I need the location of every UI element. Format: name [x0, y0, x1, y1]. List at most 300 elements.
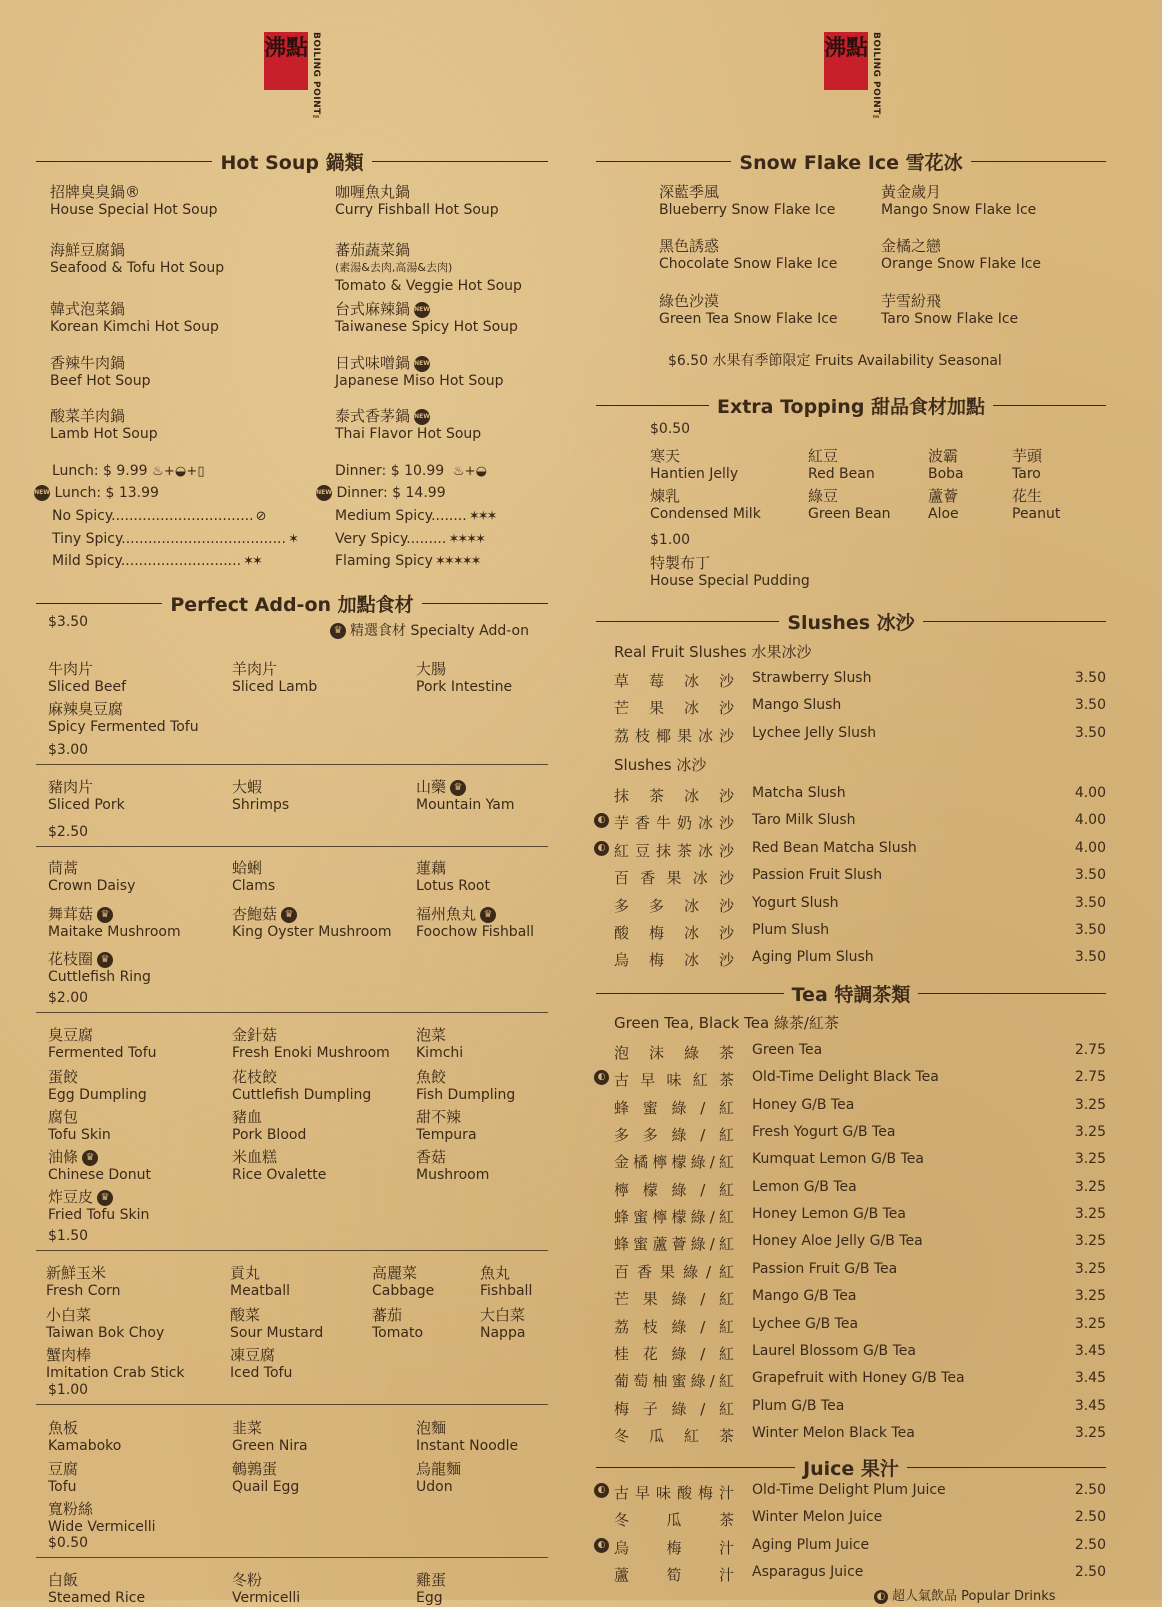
- tea-row: [596, 1343, 1106, 1370]
- slush-row: [596, 670, 1106, 697]
- addon-item-en: Cuttlefish Ring: [48, 969, 151, 985]
- juice-row-en: Old-Time Delight Plum Juice: [752, 1482, 946, 1498]
- crown-icon: ♛: [97, 907, 113, 923]
- addon-item-en: Kimchi: [416, 1045, 464, 1061]
- slush-row-price: 3.50: [1074, 949, 1106, 966]
- soup-item-en: Lamb Hot Soup: [50, 426, 158, 442]
- soup-item: [335, 354, 504, 390]
- tea-row-en: Old-Time Delight Black Tea: [752, 1069, 939, 1086]
- slush-row-price: 3.50: [1074, 894, 1106, 911]
- slush-row-price: 3.50: [1074, 697, 1106, 714]
- tea-row-price: 3.45: [1074, 1370, 1106, 1387]
- addon-item-zh: 炸豆皮 ♛: [48, 1188, 149, 1206]
- addon-item-en: Fishball: [480, 1283, 533, 1299]
- snow-title: Snow Flake Ice 雪花冰: [739, 152, 963, 174]
- topping-item-zh: 芋頭: [1012, 447, 1043, 465]
- addon-item: [416, 660, 512, 696]
- topping-item-en: Red Bean: [808, 466, 875, 482]
- real-slush-title: Real Fruit Slushes 水果冰沙: [614, 643, 812, 661]
- addon-item: [232, 1148, 326, 1184]
- soup-item-zh: 韓式泡菜鍋: [50, 300, 126, 318]
- addon-item-zh: 雞蛋: [416, 1571, 447, 1589]
- addon-item-zh: 金針菇: [232, 1026, 278, 1044]
- addon-item-zh: 韭菜: [232, 1419, 263, 1437]
- lunch-price: Lunch: $ 9.99 ♨ + ◒ + ▯: [52, 463, 203, 479]
- addon-item-zh: 麻辣臭豆腐: [48, 700, 124, 718]
- juice-row-zh: 烏梅汁: [614, 1538, 734, 1557]
- hot-soup-title: Hot Soup 鍋類: [220, 152, 364, 174]
- soup-item-zh: 香辣牛肉鍋: [50, 354, 126, 372]
- addon-item-en: Wide Vermicelli: [48, 1519, 156, 1535]
- tea-row-en: Grapefruit with Honey G/B Tea: [752, 1370, 965, 1387]
- brand-seal-right: 沸點: [824, 32, 868, 90]
- popular-note: ◐ 超人氣飲品 Popular Drinks: [874, 1585, 1056, 1604]
- addon-item-en: Cabbage: [372, 1283, 435, 1299]
- topping-item-en: Green Bean: [808, 506, 891, 522]
- addon-item: [416, 1571, 446, 1607]
- topping-price-1: $0.50: [650, 421, 691, 437]
- tea-row-en: Honey Aloe Jelly G/B Tea: [752, 1233, 923, 1250]
- juice-row-price: 2.50: [1074, 1509, 1106, 1526]
- addon-item-en: Sour Mustard: [230, 1325, 324, 1341]
- slush-row: [596, 785, 1106, 812]
- crown-icon: ♛: [97, 952, 113, 968]
- tea-row-zh: 荔枝綠/紅: [614, 1317, 734, 1336]
- tea-row-price: 3.25: [1074, 1288, 1106, 1305]
- addon-item: [416, 859, 490, 895]
- spicy-label: Medium Spicy: [335, 508, 432, 524]
- tea-row: [596, 1179, 1106, 1206]
- tea-row: [596, 1288, 1106, 1315]
- addon-item-en: King Oyster Mushroom: [232, 924, 392, 940]
- addon-item: [48, 1571, 145, 1607]
- tea-row-price: 3.25: [1074, 1178, 1106, 1195]
- addon-item-en: Foochow Fishball: [416, 924, 535, 940]
- addon-item: [230, 1306, 323, 1342]
- popular-icon: ◐: [594, 1538, 609, 1553]
- spicy-dots: ........: [431, 508, 467, 524]
- new-badge-icon: NEW: [414, 302, 430, 318]
- tea-row: [596, 1124, 1106, 1151]
- addon-item: [48, 660, 126, 696]
- soup-item: [335, 300, 518, 336]
- addon-item-en: Tempura: [416, 1127, 477, 1143]
- tea-row-en: Passion Fruit G/B Tea: [752, 1260, 898, 1277]
- addon-item: [48, 1188, 149, 1224]
- tea-row-en: Lemon G/B Tea: [752, 1178, 857, 1195]
- tea-row-price: 3.45: [1074, 1397, 1106, 1414]
- spicy-dots: ...........................: [120, 553, 242, 569]
- soup-item-zh: 咖喱魚丸鍋: [335, 183, 411, 201]
- addon-divider: [36, 1557, 548, 1558]
- soup-item: [50, 300, 219, 336]
- popular-icon: ◐: [594, 813, 609, 828]
- addon-item: [48, 1026, 157, 1062]
- tea-row-zh: 葡萄柚蜜綠/紅: [614, 1372, 734, 1391]
- addon-item-en: Clams: [232, 878, 276, 894]
- addon-item-zh: 小白菜: [46, 1306, 92, 1324]
- snow-item-zh: 綠色沙漠: [659, 292, 720, 310]
- snow-item: [659, 237, 837, 273]
- slush-row-price: 4.00: [1074, 812, 1106, 829]
- slush-row-price: 3.50: [1074, 724, 1106, 741]
- addon-item: [46, 1306, 164, 1342]
- addon-item: [232, 1571, 300, 1607]
- addon-item-en: Fish Dumpling: [416, 1087, 516, 1103]
- tea-row-price: 3.45: [1074, 1342, 1106, 1359]
- slush-row: [596, 840, 1106, 867]
- popular-icon: ◐: [594, 1070, 609, 1085]
- addon-item-en: Quail Egg: [232, 1479, 300, 1495]
- addon-item: [416, 1460, 461, 1496]
- slush-row-zh: 抹茶冰沙: [614, 787, 734, 805]
- addon-item: [480, 1264, 532, 1300]
- crown-icon: ♛: [281, 907, 297, 923]
- addon-item: [232, 905, 392, 941]
- addon-item-zh: 山藥 ♛: [416, 778, 515, 796]
- tea-row-en: Kumquat Lemon G/B Tea: [752, 1151, 924, 1168]
- tea-row-price: 2.75: [1074, 1042, 1106, 1058]
- addon-item-en: Fried Tofu Skin: [48, 1207, 150, 1223]
- topping-item-en: Aloe: [928, 506, 959, 522]
- soup-item: [335, 183, 499, 219]
- slush-row-en: Mango Slush: [752, 697, 842, 714]
- soup-item-zh: 招牌臭臭鍋®: [50, 183, 141, 201]
- addon-item: [416, 778, 515, 814]
- addon-item-zh: 蛤蜊: [232, 859, 263, 877]
- tea-row-zh: 百香果綠/紅: [614, 1262, 734, 1281]
- juice-row: [596, 1509, 1106, 1536]
- juice-row-zh: 冬瓜茶: [614, 1511, 734, 1530]
- addon-item: [48, 778, 125, 814]
- snow-item-en: Orange Snow Flake Ice: [881, 256, 1042, 272]
- addon-item: [48, 1460, 78, 1496]
- tea-row-zh: 桂花綠/紅: [614, 1344, 734, 1363]
- addon-item-en: Imitation Crab Stick: [46, 1365, 185, 1381]
- tea-header: [596, 980, 1106, 1007]
- slush-row-en: Plum Slush: [752, 922, 830, 938]
- slush-row: [596, 867, 1106, 894]
- slush-row-zh: 酸梅冰沙: [614, 924, 734, 942]
- addon-item-zh: 臭豆腐: [48, 1026, 94, 1044]
- tea-row: [596, 1370, 1106, 1397]
- no-spicy-icon: ⊘: [253, 509, 265, 524]
- brand-logo-right: [824, 32, 891, 125]
- pudding-item: 特製布丁 House Special Pudding: [650, 554, 810, 589]
- snow-item: [881, 237, 1041, 273]
- addon-item: [416, 905, 534, 941]
- addon-item-en: Tofu Skin: [48, 1127, 111, 1143]
- addon-item: [48, 1108, 111, 1144]
- slushes-header: [596, 608, 1106, 635]
- brand-logo: [264, 32, 331, 125]
- addon-item-zh: 舞茸菇 ♛: [48, 905, 181, 923]
- tea-row-price: 3.25: [1074, 1124, 1106, 1141]
- soup-item-zh: 泰式香茅鍋 NEW: [335, 407, 430, 425]
- addon-item: [416, 1419, 518, 1455]
- specialty-note: ♛ 精選食材 Specialty Add-on: [330, 622, 529, 640]
- addon-item-zh: 福州魚丸 ♛: [416, 905, 534, 923]
- snow-header: [596, 148, 1106, 175]
- slush-row-zh: 烏梅冰沙: [614, 951, 734, 970]
- addon-divider: [36, 764, 548, 765]
- lunch-new-price: NEW Lunch: $ 13.99: [34, 485, 159, 501]
- topping-item-en: Boba: [928, 466, 964, 482]
- soup-item-en: Japanese Miso Hot Soup: [335, 373, 504, 389]
- soup-item-zh: 海鮮豆腐鍋: [50, 241, 126, 259]
- addon-item-zh: 泡菜: [416, 1026, 447, 1044]
- tea-row-price: 3.25: [1074, 1424, 1106, 1441]
- slush-row: [596, 697, 1106, 724]
- tea-row-zh: 古早味紅茶: [614, 1071, 734, 1090]
- dinner-new-price: NEW Dinner: $ 14.99: [316, 485, 446, 501]
- slush-row-zh: 草莓冰沙: [614, 672, 734, 690]
- slush-row-en: Passion Fruit Slush: [752, 867, 883, 884]
- addon-item: [230, 1264, 290, 1300]
- addon-item-en: Sliced Beef: [48, 679, 127, 695]
- addon-item-zh: 蛋餃: [48, 1068, 79, 1086]
- addon-item-zh: 高麗菜: [372, 1264, 418, 1282]
- addon-item-en: Taiwan Bok Choy: [46, 1325, 165, 1341]
- new-badge-icon: NEW: [414, 356, 430, 372]
- addon-item: [372, 1264, 434, 1300]
- addon-item-zh: 豬肉片: [48, 778, 94, 796]
- topping-item-zh: 寒天: [650, 447, 681, 465]
- tea-row-zh: 多多綠/紅: [614, 1126, 734, 1145]
- soup-item-en: Thai Flavor Hot Soup: [335, 426, 482, 442]
- addon-item: [46, 1264, 120, 1300]
- slush-row-zh: 紅豆抹茶冰沙: [614, 841, 734, 860]
- topping-item-en: Peanut: [1012, 506, 1061, 522]
- addon-item-en: Cuttlefish Dumpling: [232, 1087, 372, 1103]
- topping-item-en: Hantien Jelly: [650, 466, 739, 482]
- juice-row: [596, 1537, 1106, 1564]
- tea-row: [596, 1261, 1106, 1288]
- addon-item-en: Egg: [416, 1590, 443, 1606]
- spicy-dots: .....................................: [121, 531, 286, 547]
- addon-item: [232, 1026, 390, 1062]
- addon-item: [232, 859, 275, 895]
- slush-row-en: Yogurt Slush: [752, 894, 839, 911]
- snow-item-zh: 金橘之戀: [881, 237, 942, 255]
- addon-item-en: Chinese Donut: [48, 1167, 151, 1183]
- addon-item-en: Iced Tofu: [230, 1365, 293, 1381]
- topping-item: [1012, 447, 1042, 483]
- addon-item-zh: 豆腐: [48, 1460, 79, 1478]
- addon-item-zh: 烏龍麵: [416, 1460, 462, 1478]
- tea-row-zh: 蜂蜜綠/紅: [614, 1098, 734, 1117]
- tea-row: [596, 1206, 1106, 1233]
- addon-item: [48, 859, 135, 895]
- addon-item-en: Fermented Tofu: [48, 1045, 157, 1061]
- soup-item-zh: 蕃茄蔬菜鍋: [335, 241, 411, 259]
- addon-item-zh: 貢丸: [230, 1264, 261, 1282]
- addon-item-zh: 甜不辣: [416, 1108, 462, 1126]
- spicy-label: Flaming Spicy: [335, 553, 433, 569]
- tea-row-zh: 泡沫綠茶: [614, 1044, 734, 1062]
- tea-row: [596, 1097, 1106, 1124]
- addon-item-zh: 香菇: [416, 1148, 447, 1166]
- soup-item: [50, 407, 158, 443]
- addon-item-zh: 大腸: [416, 660, 447, 678]
- addon-item-en: Tomato: [372, 1325, 424, 1341]
- addon-item-en: Steamed Rice: [48, 1590, 146, 1606]
- addon-item-en: Fresh Corn: [46, 1283, 121, 1299]
- slush-row-zh: 芋香牛奶冰沙: [614, 814, 734, 833]
- snow-item-en: Taro Snow Flake Ice: [881, 311, 1019, 327]
- addon-item-zh: 白飯: [48, 1571, 79, 1589]
- brand-seal: 沸點: [264, 32, 308, 90]
- tea-row-en: Honey G/B Tea: [752, 1096, 855, 1113]
- chili-pepper-icon: ✶✶✶: [466, 509, 496, 524]
- tea-row-zh: 金橘檸檬綠/紅: [614, 1153, 734, 1172]
- addon-item-zh: 大白菜: [480, 1306, 526, 1324]
- tea-row-zh: 蜂蜜檸檬綠/紅: [614, 1208, 734, 1227]
- spicy-dots: ................................: [111, 508, 254, 524]
- addon-header: [36, 590, 548, 617]
- soup-item-en: Beef Hot Soup: [50, 373, 151, 389]
- tea-row-en: Lychee G/B Tea: [752, 1315, 859, 1332]
- slush-row-price: 3.50: [1074, 922, 1106, 938]
- addon-item-en: Meatball: [230, 1283, 291, 1299]
- addon-divider: [36, 1012, 548, 1013]
- snow-item-zh: 黑色誘惑: [659, 237, 720, 255]
- spicy-level: [335, 508, 496, 524]
- addon-item-en: Mountain Yam: [416, 797, 515, 813]
- tea-row: [596, 1316, 1106, 1343]
- soup-item-en: Curry Fishball Hot Soup: [335, 202, 499, 218]
- snow-item-zh: 黃金歲月: [881, 183, 942, 201]
- addon-item-zh: 花枝餃: [232, 1068, 278, 1086]
- chili-pepper-icon: ✶✶: [241, 554, 261, 569]
- addon-item: [480, 1306, 525, 1342]
- addon-item-zh: 杏鮑菇 ♛: [232, 905, 392, 923]
- addon-item-zh: 新鮮玉米: [46, 1264, 107, 1282]
- spicy-label: No Spicy: [52, 508, 112, 524]
- slush-row-en: Matcha Slush: [752, 785, 846, 801]
- tea-row-price: 3.25: [1074, 1206, 1106, 1223]
- slush-row: [596, 949, 1106, 976]
- juice-row-en: Winter Melon Juice: [752, 1509, 883, 1526]
- chili-pepper-icon: ✶✶✶✶: [446, 532, 485, 547]
- addon-item-en: Rice Ovalette: [232, 1167, 327, 1183]
- addon-item-zh: 腐包: [48, 1108, 79, 1126]
- tea-row-en: Honey Lemon G/B Tea: [752, 1206, 906, 1223]
- soup-item: [335, 407, 481, 443]
- soup-item-en: House Special Hot Soup: [50, 202, 218, 218]
- addon-item-zh: 寬粉絲: [48, 1500, 94, 1518]
- brand-name-right: BOILING POINT™: [871, 32, 881, 126]
- slush-row: [596, 922, 1106, 949]
- juice-row-price: 2.50: [1074, 1536, 1106, 1553]
- addon-item-en: Crown Daisy: [48, 878, 136, 894]
- addon-item-zh: 蟹肉棒: [46, 1346, 92, 1364]
- addon-item: [230, 1346, 292, 1382]
- soup-item-en: Seafood & Tofu Hot Soup: [50, 260, 225, 276]
- addon-item: [232, 778, 289, 814]
- addon-item: [46, 1346, 185, 1382]
- chili-pepper-icon: ✶✶✶✶✶: [432, 554, 480, 569]
- tea-row: [596, 1042, 1106, 1069]
- addon-price: $1.50: [48, 1228, 89, 1244]
- addon-price: $3.00: [48, 742, 89, 758]
- tea-row: [596, 1069, 1106, 1096]
- tea-title: Tea 特調茶類: [791, 984, 911, 1006]
- soup-item: [50, 241, 224, 277]
- brand-name: BOILING POINT™: [311, 32, 321, 126]
- addon-item-en: Tofu: [48, 1479, 77, 1495]
- topping-item-en: Taro: [1012, 466, 1041, 482]
- slush-row-en: Aging Plum Slush: [752, 949, 874, 966]
- addon-item-en: Sliced Pork: [48, 797, 125, 813]
- tea-row-en: Winter Melon Black Tea: [752, 1424, 915, 1441]
- addon-item-en: Kamaboko: [48, 1438, 122, 1454]
- tea-row-en: Plum G/B Tea: [752, 1397, 845, 1414]
- slush-row-zh: 多多冰沙: [614, 896, 734, 915]
- popular-icon: ◐: [874, 1590, 888, 1604]
- crown-icon: ♛: [330, 623, 346, 639]
- snow-item: [659, 183, 835, 219]
- popular-icon: ◐: [594, 841, 609, 856]
- crown-icon: ♛: [480, 907, 496, 923]
- tea-row-zh: 梅子綠/紅: [614, 1399, 734, 1418]
- slush-row-en: Red Bean Matcha Slush: [752, 839, 917, 856]
- snow-item: [659, 292, 838, 328]
- dinner-price: Dinner: $ 10.99 ♨ + ◒: [335, 463, 486, 479]
- spicy-level: [52, 553, 261, 569]
- juice-row-en: Asparagus Juice: [752, 1564, 864, 1581]
- spicy-label: Tiny Spicy: [52, 531, 122, 547]
- addon-item: [416, 1068, 515, 1104]
- snow-item-en: Green Tea Snow Flake Ice: [659, 311, 838, 327]
- snow-item-en: Mango Snow Flake Ice: [881, 202, 1037, 218]
- addon-item-en: Egg Dumpling: [48, 1087, 147, 1103]
- slush-row-en: Lychee Jelly Slush: [752, 724, 877, 741]
- spicy-dots: .........: [406, 531, 447, 547]
- addon-item: [416, 1026, 463, 1062]
- topping-item: [928, 447, 964, 483]
- topping-item-en: Condensed Milk: [650, 506, 761, 522]
- snow-item: [881, 183, 1036, 219]
- slush-row: [596, 895, 1106, 922]
- addon-item-en: Mushroom: [416, 1167, 490, 1183]
- addon-item-zh: 牛肉片: [48, 660, 94, 678]
- addon-item-zh: 冬粉: [232, 1571, 263, 1589]
- topping-item: [928, 487, 959, 523]
- soup-item: [335, 241, 522, 295]
- addon-item-en: Udon: [416, 1479, 453, 1495]
- soup-item-en: Korean Kimchi Hot Soup: [50, 319, 219, 335]
- popular-icon: ◐: [594, 1483, 609, 1498]
- juice-title: Juice 果汁: [803, 1458, 899, 1480]
- addon-item: [232, 1419, 308, 1455]
- new-badge-icon: NEW: [414, 409, 430, 425]
- addon-item: [48, 1500, 156, 1536]
- addon-item-en: Vermicelli: [232, 1590, 301, 1606]
- slush-row-price: 3.50: [1074, 670, 1106, 686]
- juice-row-zh: 蘆筍汁: [614, 1566, 734, 1585]
- addon-item: [416, 1108, 477, 1144]
- addon-divider: [36, 1250, 548, 1251]
- soup-item: [50, 183, 217, 219]
- addon-item-en: Shrimps: [232, 797, 290, 813]
- slush-row-zh: 荔枝椰果冰沙: [614, 726, 734, 745]
- addon-item-en: Spicy Fermented Tofu: [48, 719, 199, 735]
- addon-price: $3.50: [48, 614, 89, 630]
- slush-row: [596, 812, 1106, 839]
- slush-row-zh: 百香果冰沙: [614, 869, 734, 888]
- addon-item-en: Pork Intestine: [416, 679, 513, 695]
